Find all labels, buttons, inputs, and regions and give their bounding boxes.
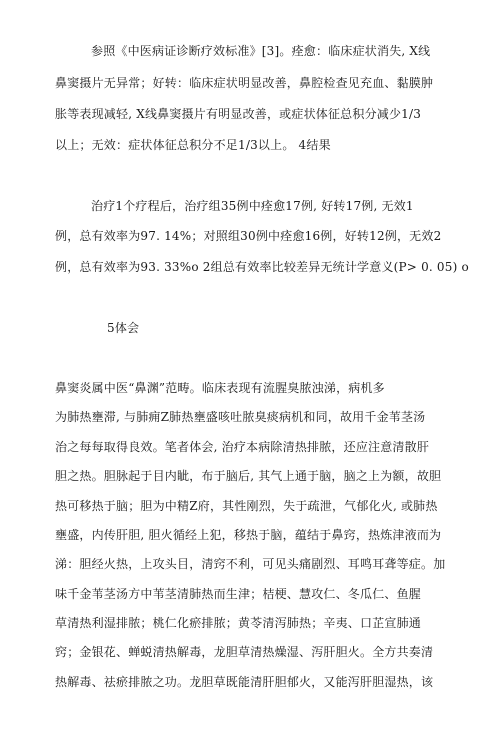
text-line: 以上；无效：症状体征总积分不足1/3以上。 4结果 — [55, 138, 331, 152]
text-line: 热可移热于脑；胆为中精Z府，其性刚烈，失于疏泄，气郁化火, 或肺热 — [55, 499, 438, 513]
text-line: 鼻窦摄片无异常；好转：临床症状明显改善，鼻腔检查见充血、黏膜肿 — [55, 76, 434, 90]
text-line: 例，总有效率为93. 33%o 2组总有效率比较差异无统计学意义(P> 0. 05) o — [55, 260, 469, 274]
text-line: 参照《中医病证诊断疗效标准》[3]。痊愈：临床症状消失, X线 — [91, 44, 431, 58]
text-line: 胆之热。胆脉起于目内眦，布于脑后, 其气上通于脑，脑之上为额，故胆 — [55, 469, 442, 483]
text-line: 草清热利湿排脓；桃仁化瘀排脓；黄苓清泻肺热；辛夷、口芷宣肺通 — [55, 616, 422, 630]
section-heading: 5体会 — [107, 321, 140, 335]
text-line: 治疗1个疗程后，治疗组35例中痊愈17例, 好转17例, 无效1 — [91, 199, 414, 213]
text-line: 味千金苇茎汤方中苇茎清肺热而生津；桔梗、慧攻仁、冬瓜仁、鱼腥 — [55, 587, 422, 601]
text-line: 胀等表现减轻, X线鼻窦摄片有明显改善，或症状体征总积分减少1/3 — [55, 107, 422, 121]
text-line: 壅盛，内传肝胆, 胆火循经上犯，移热于脑，蕴结于鼻窍，热炼津液而为 — [55, 528, 442, 542]
text-line: 鼻窦炎属中医“鼻渊”范畴。临床表现有流腥臭脓浊涕，病机多 — [55, 381, 385, 395]
text-line: 窍；金银花、蝉蜕清热解毒，龙胆草清热燥湿、泻肝胆火。全方共奏清 — [55, 645, 434, 659]
text-line: 涕：胆经火热，上攻头目，清窍不利，可见头痛剧烈、耳鸣耳聋等症。加 — [55, 557, 446, 571]
text-line: 治之每每取得良效。笔者体会, 治疗本病除清热排脓，还应注意清散肝 — [55, 440, 430, 454]
text-line: 例，总有效率为97. 14%；对照组30例中痊愈16例，好转12例，无效2 — [55, 229, 442, 243]
text-line: 热解毒、祛瘀排脓之功。龙胆草既能清肝胆郁火，又能泻肝胆湿热，该 — [55, 675, 434, 689]
text-line: 为肺热壅滞, 与肺痈Z肺热壅盛咳吐脓臭痰病机和同，故用千金苇茎汤 — [55, 410, 426, 424]
